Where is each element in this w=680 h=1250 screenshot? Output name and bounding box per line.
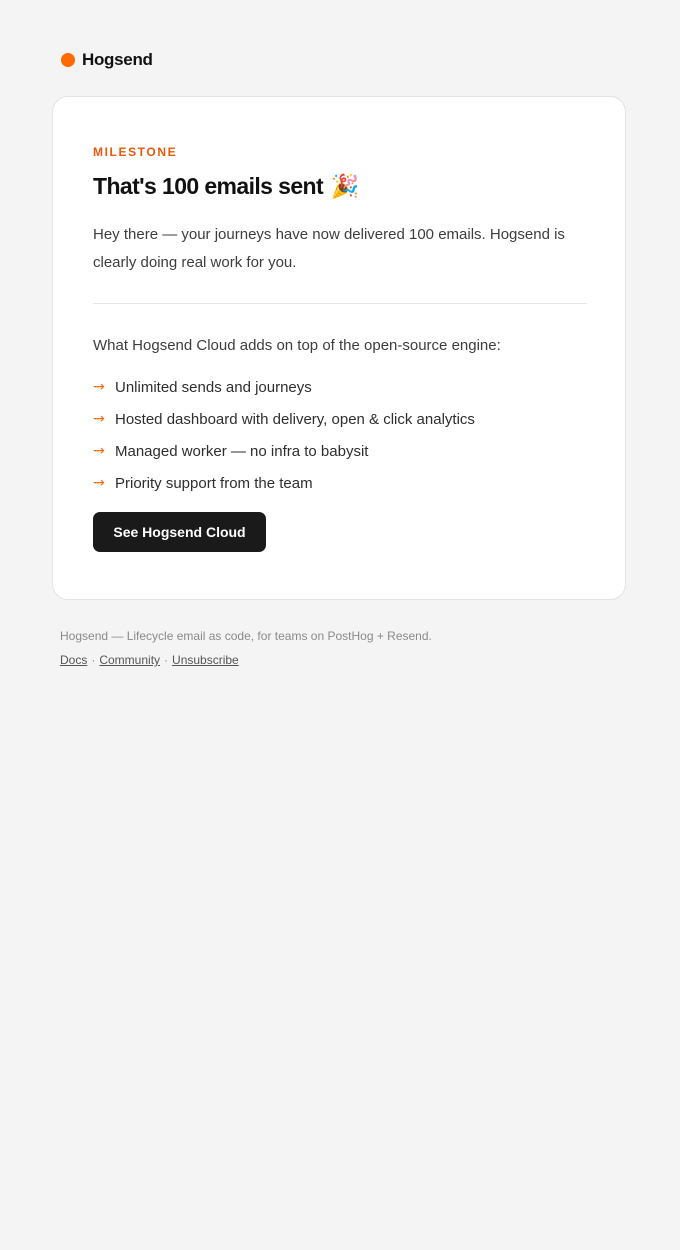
features-intro: What Hogsend Cloud adds on top of the open-source engine: bbox=[93, 337, 501, 354]
feature-text: Priority support from the team bbox=[115, 475, 313, 492]
feature-item bbox=[93, 411, 475, 443]
see-hogsend-cloud-button[interactable]: See Hogsend Cloud bbox=[93, 512, 266, 552]
party-popper-icon: 🎉 bbox=[330, 174, 359, 200]
arrow-right-icon: → bbox=[93, 411, 105, 427]
brand-name: Hogsend bbox=[82, 50, 153, 69]
feature-item bbox=[93, 443, 475, 475]
brand-logo-dot bbox=[61, 53, 75, 67]
footer-tagline: Hogsend — Lifecycle email as code, for teams on PostHog + Resend. bbox=[60, 629, 432, 643]
brand-header bbox=[61, 50, 153, 70]
arrow-right-icon: → bbox=[93, 443, 105, 459]
headline bbox=[93, 173, 359, 200]
feature-item bbox=[93, 379, 475, 411]
footer-links bbox=[60, 653, 239, 667]
divider bbox=[93, 303, 587, 304]
headline-text: That's 100 emails sent bbox=[93, 173, 324, 199]
feature-text: Hosted dashboard with delivery, open & click analytics bbox=[115, 411, 475, 428]
unsubscribe-link[interactable]: Unsubscribe bbox=[172, 653, 239, 667]
milestone-eyebrow: MILESTONE bbox=[93, 145, 178, 159]
feature-text: Unlimited sends and journeys bbox=[115, 379, 312, 396]
intro-paragraph: Hey there — your journeys have now delivered 100 emails. Hogsend is clearly doing real work for you. bbox=[93, 226, 565, 271]
email-card bbox=[52, 96, 626, 600]
arrow-right-icon: → bbox=[93, 475, 105, 491]
footer-separator: · bbox=[164, 653, 169, 667]
feature-list bbox=[93, 379, 475, 507]
feature-item bbox=[93, 475, 475, 507]
docs-link[interactable]: Docs bbox=[60, 653, 88, 667]
arrow-right-icon: → bbox=[93, 379, 105, 395]
footer-separator: · bbox=[91, 653, 96, 667]
community-link[interactable]: Community bbox=[99, 653, 161, 667]
feature-text: Managed worker — no infra to babysit bbox=[115, 443, 369, 460]
